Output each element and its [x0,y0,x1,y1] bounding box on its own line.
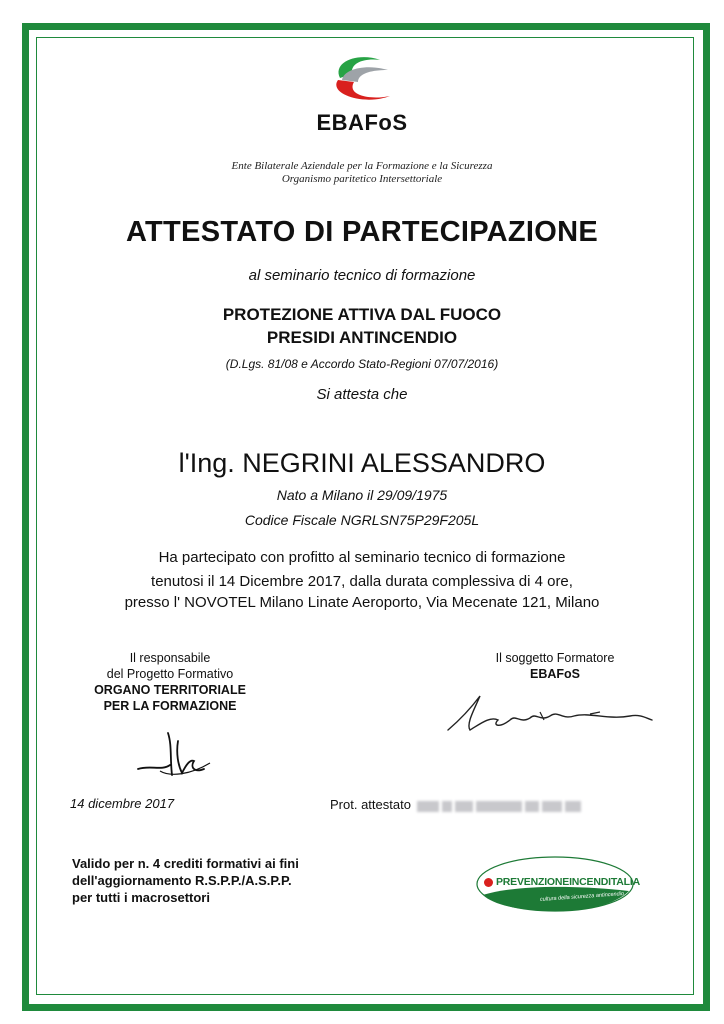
issue-date: 14 dicembre 2017 [70,796,175,811]
trainer-label: Il soggetto Formatore [495,651,615,665]
responsible-label-1: Il responsabile [129,651,211,665]
course-regulation: (D.Lgs. 81/08 e Accordo Stato-Regioni 07/07/2016) [225,357,499,371]
trainer-name: EBAFoS [530,667,580,681]
attestation-phrase: Si attesta che [316,386,408,403]
ebafos-logo-text: EBAFoS [316,110,408,135]
participation-text-line2: tenutosi il 14 Dicembre 2017, dalla durata complessiva di 4 ore, [151,573,573,590]
certificate-subtitle: al seminario tecnico di formazione [248,267,476,284]
participant-birth: Nato a Milano il 29/09/1975 [276,487,448,503]
validity-line1: Valido per n. 4 crediti formativi ai fini [72,856,299,871]
ente-description: Ente Bilaterale Aziendale per la Formazione e la Sicurezza [231,160,493,172]
trainer-signature-block [470,650,640,682]
prevenzione-logo-dot [484,878,493,887]
ebafos-logo-swoosh-icon [318,48,408,108]
prevenzione-logo-tagline: cultura della sicurezza antincendio [539,891,625,903]
course-title-line1: PROTEZIONE ATTIVA DAL FUOCO [222,305,502,324]
ente-subdescription: Organismo paritetico Intersettoriale [281,173,443,185]
participation-text-line3: presso l' NOVOTEL Milano Linate Aeroporto, Via Mecenate 121, Milano [124,594,600,611]
validity-line3: per tutti i macrosettori [72,890,210,905]
responsible-org-2: PER LA FORMAZIONE [103,699,237,713]
course-title-line2: PRESIDI ANTINCENDIO [266,328,458,347]
certificate-title: ATTESTATO DI PARTECIPAZIONE [125,216,599,248]
participant-fiscal-code: Codice Fiscale NGRLSN75P29F205L [244,512,480,528]
responsible-label-2: del Progetto Formativo [106,667,234,681]
responsible-signature-icon [120,725,220,785]
prevenzione-logo-text: PREVENZIONEINCENDITALIA [496,876,640,888]
trainer-signature-icon [440,690,660,740]
responsible-signature-block [80,650,260,714]
responsible-org-1: ORGANO TERRITORIALE [94,683,246,697]
validity-note [72,855,299,906]
participant-name: l'Ing. NEGRINI ALESSANDRO [178,448,546,478]
protocol-label: Prot. attestato [330,797,411,812]
validity-line2: dell'aggiornamento R.S.P.P./A.S.P.P. [72,873,292,888]
protocol-number-redacted [417,798,629,811]
participation-text-line1: Ha partecipato con profitto al seminario tecnico di formazione [158,549,566,566]
